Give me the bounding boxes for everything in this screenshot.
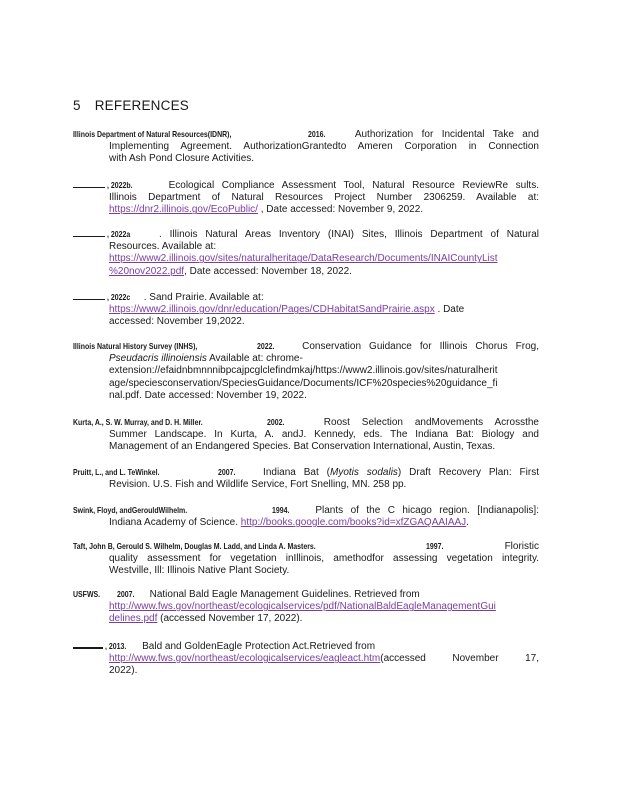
section-title: REFERENCES xyxy=(94,98,189,113)
ref-text: Indiana Academy of Science. xyxy=(109,517,238,529)
reference-idnr-2022c xyxy=(73,291,539,329)
ref-author: Taft, John B, Gerould S. Wilhelm, Douglas M. Ladd, and Linda A. Masters. xyxy=(73,541,316,551)
ref-text: . Sand Prairie. Available at: xyxy=(143,292,264,303)
ref-species: Myotis sodalis xyxy=(330,467,398,478)
ref-species: Pseudacris illinoiensis xyxy=(109,353,207,365)
ditto-dash xyxy=(73,179,105,188)
ref-text: Implementing Agreement. AuthorizationGrantedto Ameren Corporation in Connection xyxy=(109,141,539,153)
ref-text: (accessed November 17, 2022). xyxy=(160,613,303,625)
ref-link[interactable]: https://www2.illinois.gov/dnr/education/Pages/CDHabitatSandPrairie.aspx xyxy=(109,304,435,316)
ref-text: Ecological Compliance Assessment Tool, Natural Resource ReviewRe sults. xyxy=(168,180,539,191)
reference-idnr-2016 xyxy=(73,128,539,166)
ref-text: (accessed November 17, xyxy=(380,653,539,665)
ref-text: age/speciesconservation/SpeciesGuidance/Documents/ICF%20species%20guidance_fi xyxy=(109,377,498,389)
ref-text: Authorization for Incidental Take and xyxy=(354,129,539,140)
ref-text: quality assessment for vegetation inIllinois, amethodfor assessing vegetation integrity. xyxy=(109,553,539,565)
ref-year: , 2022b. xyxy=(107,180,133,190)
reference-usfws-2013 xyxy=(73,639,539,678)
ditto-dash xyxy=(73,228,105,237)
ref-text: Floristic xyxy=(504,541,540,552)
ref-author: Illinois Natural History Survey (INHS), xyxy=(73,341,198,351)
ref-text: 2022). xyxy=(109,665,138,677)
ref-link[interactable]: %20nov2022.pdf xyxy=(109,265,185,277)
ref-text: Revision. U.S. Fish and Wildlife Service, Fort Snelling, MN. 258 pp. xyxy=(109,479,407,491)
ref-text: Management of an Endangered Species. Bat Conservation International, Austin, Texas. xyxy=(109,441,496,453)
ref-link[interactable]: https://dnr2.illinois.gov/EcoPublic/ xyxy=(109,204,258,216)
ref-text: , Date accessed: November 9, 2022. xyxy=(260,204,424,216)
ref-text: nal.pdf. Date accessed: November 19, 2022. xyxy=(109,389,307,401)
ref-year: 2022. xyxy=(256,341,275,351)
section-number: 5 xyxy=(73,98,81,113)
ref-link[interactable]: delines.pdf xyxy=(109,613,158,625)
ref-author: Pruitt, L., and L. TeWinkel. xyxy=(73,467,160,477)
ref-text: Roost Selection andMovements Acrossthe xyxy=(323,417,539,428)
ref-text: Plants of the C hicago region. [Indianapolis]: xyxy=(315,505,539,516)
ditto-dash xyxy=(73,291,105,300)
ref-text: , Date accessed: November 18, 2022. xyxy=(184,265,352,277)
reference-taft-1997 xyxy=(73,540,539,578)
ref-text: National Bald Eagle Management Guidelines. Retrieved from xyxy=(149,589,420,600)
reference-pruitt-2007 xyxy=(73,466,539,491)
ref-text: ) Draft Recovery Plan: First xyxy=(397,467,539,478)
ref-text: . Illinois Natural Areas Inventory (INAI) Sites, Illinois Department of Natural xyxy=(159,229,539,240)
reference-usfws-2007 xyxy=(73,588,539,626)
ref-author: Swink, Floyd, andGerouldWilhelm. xyxy=(73,505,188,515)
ref-text: Summer Landscape. In Kurta, A. andJ. Kennedy, eds. The Indiana Bat: Biology and xyxy=(109,429,539,441)
ref-text: Indiana Bat ( xyxy=(263,467,330,478)
section-heading xyxy=(73,98,189,113)
ref-text: Resources. Available at: xyxy=(109,241,217,253)
ref-year: 1994. xyxy=(271,505,290,515)
ditto-dash xyxy=(73,639,103,649)
ref-author: Kurta, A., S. W. Murray, and D. H. Miller. xyxy=(73,417,203,427)
ref-year: , 2013. xyxy=(105,641,127,651)
ref-text: Bald and GoldenEagle Protection Act.Retrieved from xyxy=(142,641,376,652)
ref-text: Illinois Department of Natural Resources Project Number 2306259. Available at: xyxy=(109,192,539,204)
reference-inhs-2022 xyxy=(73,340,539,402)
ref-text: accessed: November 19,2022. xyxy=(109,316,245,328)
reference-kurta-2002 xyxy=(73,416,539,454)
reference-idnr-2022b xyxy=(73,179,539,217)
ref-year: 2007. xyxy=(117,589,135,599)
ref-text: Westville, Ill: Illinois Native Plant Society. xyxy=(109,565,290,577)
reference-swink-1994 xyxy=(73,504,539,529)
ref-author: USFWS. xyxy=(73,589,101,599)
ref-year: , 2022a xyxy=(107,229,131,239)
ref-text: . Date xyxy=(437,304,465,316)
ref-text: Available at: chrome- xyxy=(209,353,303,365)
ref-link[interactable]: https://www2.illinois.gov/sites/naturalheritage/DataResearch/Documents/INAICountyList xyxy=(109,253,498,265)
ref-text: Conservation Guidance for Illinois Chorus Frog, xyxy=(302,341,539,352)
reference-idnr-2022a xyxy=(73,228,539,278)
ref-link[interactable]: http://www.fws.gov/northeast/ecologicalservices/pdf/NationalBaldEagleManagementGui xyxy=(109,601,496,613)
ref-year: 2002. xyxy=(266,417,285,427)
ref-author: Illinois Department of Natural Resources(IDNR), xyxy=(73,129,232,139)
ref-text: extension://efaidnbmnnnibpcajpcglclefindmkaj/https://www2.illinois.gov/sites/naturalherit xyxy=(109,365,498,377)
ref-link[interactable]: http://www.fws.gov/northeast/ecologicalservices/eagleact.htm xyxy=(109,653,381,665)
ref-year: , 2022c xyxy=(107,292,131,302)
ref-year: 1997. xyxy=(426,541,444,551)
ref-text: . xyxy=(466,517,469,529)
ref-text: with Ash Pond Closure Activities. xyxy=(109,153,255,165)
ref-year: 2007. xyxy=(218,467,236,477)
ref-link[interactable]: http://books.google.com/books?id=xfZGAQAAIAAJ xyxy=(240,517,467,529)
ref-year: 2016. xyxy=(308,129,326,139)
